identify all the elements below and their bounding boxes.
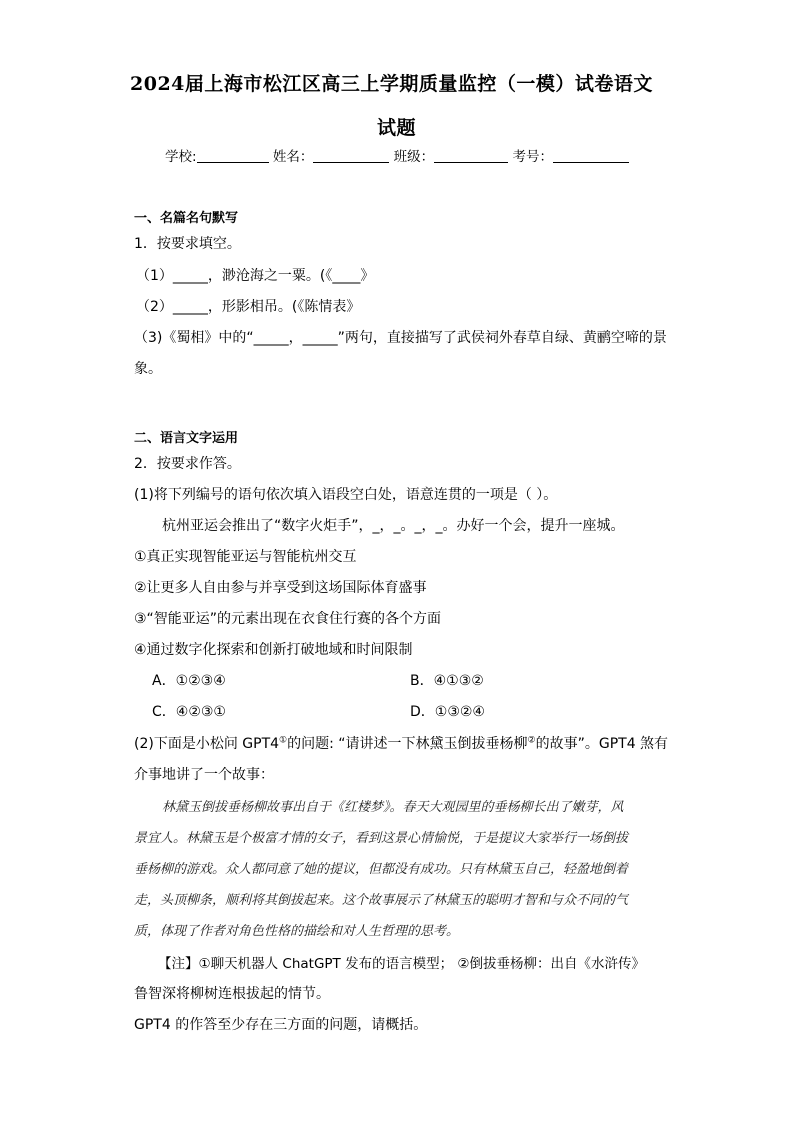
- statement-4: ④通过数字化探索和创新打破地域和时间限制: [134, 642, 413, 658]
- option-b[interactable]: [410, 670, 484, 690]
- statement-2: ②让更多人自由参与并享受到这场国际体育盛事: [134, 580, 427, 596]
- story-line-5: 质，体现了作者对角色性格的描绘和对人生哲理的思考。: [134, 924, 460, 939]
- exam-number-label: 考号：: [512, 149, 553, 165]
- q1-item-3-cont: 象。: [134, 361, 162, 377]
- student-info-fields: [165, 145, 629, 165]
- statement-3: ③“智能亚运”的元素出现在衣食住行赛的各个方面: [134, 611, 442, 627]
- q1-item-1: （1）_____，渺沧海之一粟。(《____》: [136, 268, 375, 284]
- story-line-3: 垂杨柳的游戏。众人都同意了她的提议，但都没有成功。只有林黛玉自己，轻盈地倒着: [134, 862, 629, 877]
- exam-number-blank[interactable]: [553, 148, 629, 163]
- q1-item-2: （2）_____，形影相吊。(《陈情表》: [136, 299, 361, 315]
- name-blank[interactable]: [313, 148, 389, 163]
- story-line-2: 景宜人。林黛玉是个极富才情的女子，看到这景心情愉悦，于是提议大家举行一场倒拔: [134, 831, 629, 846]
- option-c-text: ④②③①: [175, 704, 226, 720]
- option-a-text: ①②③④: [175, 673, 226, 689]
- option-b-letter: B．: [410, 673, 434, 689]
- statement-1: ①真正实现智能亚运与智能杭州交互: [134, 549, 357, 565]
- q2-final-question: GPT4 的作答至少存在三方面的问题，请概括。: [134, 1017, 428, 1033]
- class-label: 班级：: [393, 149, 435, 165]
- exam-title-line2: 试题: [377, 117, 417, 139]
- q2-sub2-text-a: (2)下面是小松问 GPT4: [134, 736, 280, 752]
- option-d-letter: D．: [410, 704, 435, 720]
- q1-item-3: （3)《蜀相》中的“_____，_____”两句，直接描写了武侯祠外春草自绿、黄鹂空啼的景: [134, 330, 667, 346]
- note-line-2: 鲁智深将柳树连根拔起的情节。: [134, 986, 330, 1002]
- option-b-text: ④①③②: [433, 673, 484, 689]
- option-a[interactable]: [152, 670, 226, 690]
- school-label: 学校:: [165, 149, 197, 165]
- option-a-letter: A．: [152, 673, 176, 689]
- question-2: 2．按要求作答。: [134, 456, 241, 472]
- story-line-4: 走，头顶柳条，顺利将其倒拔起来。这个故事展示了林黛玉的聪明才智和与众不同的气: [134, 893, 629, 908]
- note-line-1: 【注】①聊天机器人 ChatGPT 发布的语言模型； ②倒拔垂杨柳：出自《水浒传》: [158, 956, 645, 972]
- section2-heading: 二、语言文字运用: [134, 431, 239, 446]
- option-c-letter: C．: [152, 704, 176, 720]
- option-d-text: ①③②④: [434, 704, 485, 720]
- option-d[interactable]: [410, 701, 485, 721]
- exam-title-line1: 2024届上海市松江区高三上学期质量监控（一模）试卷语文: [130, 73, 653, 95]
- section1-heading: 一、名篇名句默写: [134, 211, 239, 226]
- story-line-1: 林黛玉倒拔垂杨柳故事出自于《红楼梦》。春天大观园里的垂杨柳长出了嫩芽，风: [162, 800, 624, 815]
- q2-sub1-prompt: (1)将下列编号的语句依次填入语段空白处，语意连贯的一项是（ ）。: [134, 487, 558, 503]
- name-label: 姓名：: [272, 149, 314, 165]
- question-1: 1．按要求填空。: [134, 236, 241, 252]
- q2-sub1-passage: 杭州亚运会推出了“数字火炬手”，_，_。_，_。办好一个会，提升一座城。: [162, 518, 625, 534]
- class-blank[interactable]: [434, 148, 508, 163]
- option-c[interactable]: [152, 701, 226, 721]
- q2-sub2-line2: 介事地讲了一个故事：: [134, 767, 274, 783]
- school-blank[interactable]: [197, 148, 269, 163]
- q2-sub2-text-c: 的故事”。GPT4 煞有: [535, 736, 669, 752]
- footnote-mark-1: ①: [279, 735, 288, 746]
- footnote-mark-2: ②: [527, 735, 536, 746]
- q2-sub2-line1: [134, 733, 668, 753]
- q2-sub2-text-b: 的问题: “请讲述一下林黛玉倒拔垂杨柳: [287, 736, 528, 752]
